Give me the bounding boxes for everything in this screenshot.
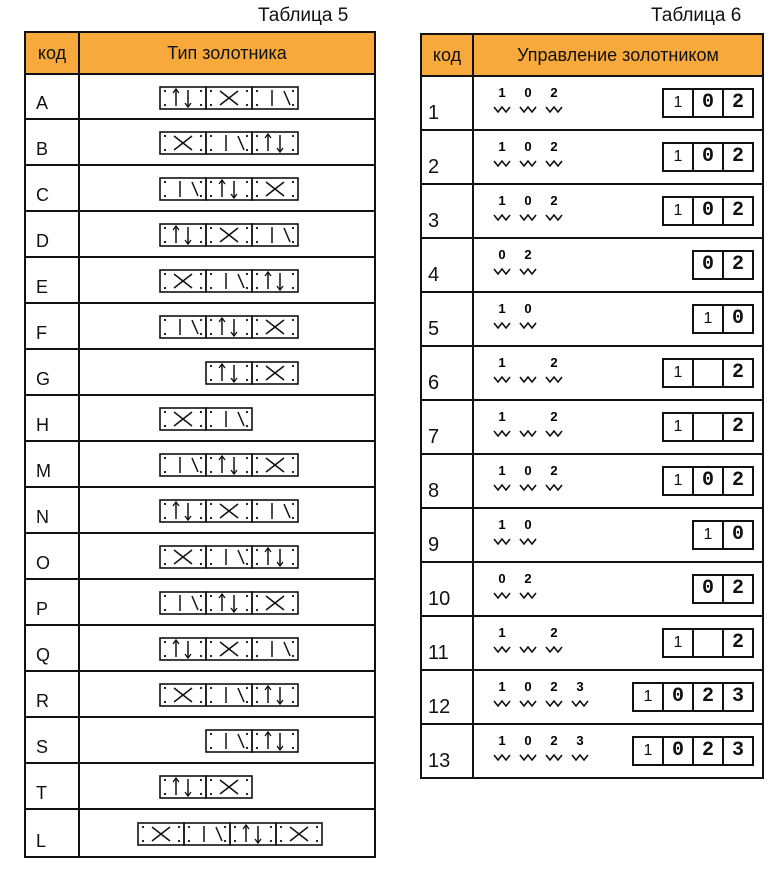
spool-symbol-cell xyxy=(79,487,375,533)
spool-symbol-icon xyxy=(80,540,376,572)
position-box: 2 xyxy=(722,198,752,224)
position-box: 1 xyxy=(673,634,683,651)
spool-symbol-icon xyxy=(80,494,376,526)
control-symbol-icon xyxy=(488,517,600,553)
svg-text:1: 1 xyxy=(498,733,506,748)
position-boxes xyxy=(662,466,754,496)
spool-control-table xyxy=(420,33,764,779)
position-boxes xyxy=(692,520,754,550)
control-symbol-icon xyxy=(488,85,600,121)
svg-text:2: 2 xyxy=(550,463,558,478)
position-box: 1 xyxy=(673,94,683,111)
position-box: 0 xyxy=(662,738,692,764)
svg-text:2: 2 xyxy=(550,679,558,694)
svg-text:0: 0 xyxy=(524,517,532,532)
position-box: 2 xyxy=(722,414,752,440)
position-box: 0 xyxy=(701,577,714,600)
position-box: 2 xyxy=(692,738,722,764)
spool-code: B xyxy=(25,119,79,165)
position-boxes xyxy=(662,196,754,226)
position-box: 3 xyxy=(722,738,752,764)
table6-header-control: Управление золотником xyxy=(473,34,763,76)
svg-text:0: 0 xyxy=(524,85,532,100)
control-symbol-cell xyxy=(473,508,763,562)
table5-row xyxy=(25,303,375,349)
svg-text:0: 0 xyxy=(524,301,532,316)
control-symbol-cell xyxy=(473,670,763,724)
table6-row xyxy=(421,346,763,400)
control-symbol-cell xyxy=(473,292,763,346)
control-symbol-cell xyxy=(473,562,763,616)
control-symbol-icon xyxy=(488,301,600,337)
svg-text:2: 2 xyxy=(524,247,532,262)
control-symbol-cell xyxy=(473,724,763,778)
table6-row xyxy=(421,130,763,184)
control-code: 12 xyxy=(421,670,473,724)
svg-text:1: 1 xyxy=(498,463,506,478)
control-code: 4 xyxy=(421,238,473,292)
svg-text:1: 1 xyxy=(498,517,506,532)
table5-row xyxy=(25,671,375,717)
table5-row xyxy=(25,717,375,763)
position-boxes xyxy=(632,736,754,766)
spool-symbol-icon xyxy=(80,770,376,802)
svg-text:0: 0 xyxy=(524,463,532,478)
spool-symbol-icon xyxy=(80,402,376,434)
position-box: 2 xyxy=(722,252,752,278)
svg-text:0: 0 xyxy=(524,679,532,694)
svg-text:1: 1 xyxy=(498,85,506,100)
svg-text:2: 2 xyxy=(550,85,558,100)
position-box xyxy=(692,630,722,656)
table5-row xyxy=(25,211,375,257)
spool-symbol-cell xyxy=(79,119,375,165)
position-boxes xyxy=(632,682,754,712)
position-box: 1 xyxy=(643,742,653,759)
control-symbol-icon xyxy=(488,625,600,661)
table5-header-code: код xyxy=(25,32,79,74)
control-code: 6 xyxy=(421,346,473,400)
svg-text:1: 1 xyxy=(498,139,506,154)
position-boxes xyxy=(662,358,754,388)
spool-symbol-cell xyxy=(79,349,375,395)
spool-code: G xyxy=(25,349,79,395)
control-symbol-cell xyxy=(473,346,763,400)
position-box: 1 xyxy=(643,688,653,705)
spool-code: T xyxy=(25,763,79,809)
table6-row xyxy=(421,184,763,238)
table6-row xyxy=(421,562,763,616)
spool-code: A xyxy=(25,74,79,119)
control-symbol-cell xyxy=(473,76,763,130)
spool-code: M xyxy=(25,441,79,487)
svg-text:2: 2 xyxy=(524,571,532,586)
position-box: 1 xyxy=(673,202,683,219)
control-code: 7 xyxy=(421,400,473,454)
control-symbol-icon xyxy=(488,355,600,391)
table5-row xyxy=(25,349,375,395)
svg-text:2: 2 xyxy=(550,733,558,748)
position-box: 0 xyxy=(692,144,722,170)
spool-symbol-cell xyxy=(79,579,375,625)
spool-code: D xyxy=(25,211,79,257)
spool-symbol-icon xyxy=(80,632,376,664)
spool-type-table xyxy=(24,31,376,858)
table6-row xyxy=(421,400,763,454)
table5-row xyxy=(25,763,375,809)
table5-row xyxy=(25,579,375,625)
svg-text:2: 2 xyxy=(550,355,558,370)
spool-symbol-icon xyxy=(80,356,376,388)
svg-text:2: 2 xyxy=(550,625,558,640)
position-boxes xyxy=(692,250,754,280)
control-symbol-icon xyxy=(488,247,600,283)
position-boxes xyxy=(662,88,754,118)
position-box: 2 xyxy=(722,468,752,494)
table6-row xyxy=(421,76,763,130)
svg-text:0: 0 xyxy=(524,733,532,748)
spool-code: R xyxy=(25,671,79,717)
svg-text:1: 1 xyxy=(498,193,506,208)
control-symbol-cell xyxy=(473,616,763,670)
svg-text:0: 0 xyxy=(524,139,532,154)
control-symbol-icon xyxy=(488,139,600,175)
spool-code: L xyxy=(25,809,79,857)
spool-symbol-icon xyxy=(80,172,376,204)
control-symbol-cell xyxy=(473,184,763,238)
table5-row xyxy=(25,74,375,119)
position-boxes xyxy=(662,412,754,442)
position-box: 0 xyxy=(662,684,692,710)
svg-text:0: 0 xyxy=(498,247,506,262)
control-symbol-cell xyxy=(473,454,763,508)
spool-symbol-icon xyxy=(80,586,376,618)
table6-header-code: код xyxy=(421,34,473,76)
control-code: 9 xyxy=(421,508,473,562)
control-code: 11 xyxy=(421,616,473,670)
table5-row xyxy=(25,257,375,303)
table6-row xyxy=(421,292,763,346)
control-symbol-icon xyxy=(488,571,600,607)
position-box: 2 xyxy=(722,360,752,386)
table6-row xyxy=(421,724,763,778)
spool-symbol-icon xyxy=(80,724,376,756)
position-box: 3 xyxy=(722,684,752,710)
spool-symbol-cell xyxy=(79,763,375,809)
table5-caption: Таблица 5 xyxy=(258,5,349,26)
control-code: 10 xyxy=(421,562,473,616)
position-box: 0 xyxy=(722,522,752,548)
svg-text:2: 2 xyxy=(550,193,558,208)
table5-row xyxy=(25,487,375,533)
spool-symbol-cell xyxy=(79,809,375,857)
spool-code: S xyxy=(25,717,79,763)
spool-symbol-cell xyxy=(79,211,375,257)
control-code: 2 xyxy=(421,130,473,184)
spool-symbol-cell xyxy=(79,533,375,579)
position-boxes xyxy=(662,142,754,172)
control-symbol-cell xyxy=(473,400,763,454)
position-box xyxy=(692,360,722,386)
position-boxes xyxy=(692,574,754,604)
position-boxes xyxy=(692,304,754,334)
spool-symbol-icon xyxy=(80,81,376,113)
svg-text:1: 1 xyxy=(498,355,506,370)
control-symbol-icon xyxy=(488,409,600,445)
control-code: 5 xyxy=(421,292,473,346)
table5-row xyxy=(25,395,375,441)
position-box: 1 xyxy=(673,364,683,381)
position-box: 0 xyxy=(692,468,722,494)
control-symbol-cell xyxy=(473,238,763,292)
spool-code: E xyxy=(25,257,79,303)
position-box: 2 xyxy=(722,90,752,116)
spool-symbol-cell xyxy=(79,303,375,349)
table6-caption: Таблица 6 xyxy=(651,5,742,26)
position-boxes xyxy=(662,628,754,658)
table5-row xyxy=(25,119,375,165)
svg-text:3: 3 xyxy=(576,679,584,694)
position-box: 1 xyxy=(673,418,683,435)
table5-row xyxy=(25,165,375,211)
svg-text:0: 0 xyxy=(498,571,506,586)
table5-row xyxy=(25,441,375,487)
spool-code: Q xyxy=(25,625,79,671)
table6-row xyxy=(421,670,763,724)
table5-header-type: Тип золотника xyxy=(79,32,375,74)
spool-symbol-cell xyxy=(79,74,375,119)
control-symbol-icon xyxy=(488,733,600,769)
table5-row xyxy=(25,533,375,579)
position-box: 1 xyxy=(673,472,683,489)
svg-text:3: 3 xyxy=(576,733,584,748)
spool-code: F xyxy=(25,303,79,349)
spool-symbol-cell xyxy=(79,395,375,441)
spool-symbol-icon xyxy=(80,448,376,480)
svg-text:1: 1 xyxy=(498,409,506,424)
table6-row xyxy=(421,238,763,292)
control-symbol-icon xyxy=(488,679,600,715)
control-symbol-icon xyxy=(488,463,600,499)
svg-text:2: 2 xyxy=(550,139,558,154)
spool-code: C xyxy=(25,165,79,211)
control-code: 13 xyxy=(421,724,473,778)
svg-text:1: 1 xyxy=(498,625,506,640)
spool-code: O xyxy=(25,533,79,579)
spool-symbol-icon xyxy=(80,678,376,710)
position-box: 0 xyxy=(722,306,752,332)
position-box: 2 xyxy=(722,630,752,656)
position-box: 0 xyxy=(692,90,722,116)
position-box: 1 xyxy=(673,148,683,165)
spool-symbol-cell xyxy=(79,257,375,303)
svg-text:1: 1 xyxy=(498,301,506,316)
spool-symbol-cell xyxy=(79,165,375,211)
position-box: 2 xyxy=(722,144,752,170)
spool-code: P xyxy=(25,579,79,625)
spool-symbol-icon xyxy=(80,817,376,849)
control-symbol-cell xyxy=(473,130,763,184)
control-code: 3 xyxy=(421,184,473,238)
position-box xyxy=(692,414,722,440)
spool-symbol-icon xyxy=(80,126,376,158)
spool-symbol-cell xyxy=(79,717,375,763)
position-box: 0 xyxy=(692,198,722,224)
position-box: 2 xyxy=(722,576,752,602)
position-box: 1 xyxy=(703,310,713,327)
svg-text:0: 0 xyxy=(524,193,532,208)
table6-row xyxy=(421,454,763,508)
table5-row xyxy=(25,809,375,857)
control-code: 1 xyxy=(421,76,473,130)
spool-symbol-cell xyxy=(79,671,375,717)
control-code: 8 xyxy=(421,454,473,508)
spool-code: H xyxy=(25,395,79,441)
spool-symbol-cell xyxy=(79,625,375,671)
position-box: 0 xyxy=(701,253,714,276)
table6-row xyxy=(421,508,763,562)
control-symbol-icon xyxy=(488,193,600,229)
spool-symbol-icon xyxy=(80,264,376,296)
svg-text:1: 1 xyxy=(498,679,506,694)
spool-symbol-icon xyxy=(80,218,376,250)
table6-row xyxy=(421,616,763,670)
spool-code: N xyxy=(25,487,79,533)
svg-text:2: 2 xyxy=(550,409,558,424)
spool-symbol-icon xyxy=(80,310,376,342)
position-box: 2 xyxy=(692,684,722,710)
spool-symbol-cell xyxy=(79,441,375,487)
table5-row xyxy=(25,625,375,671)
position-box: 1 xyxy=(703,526,713,543)
